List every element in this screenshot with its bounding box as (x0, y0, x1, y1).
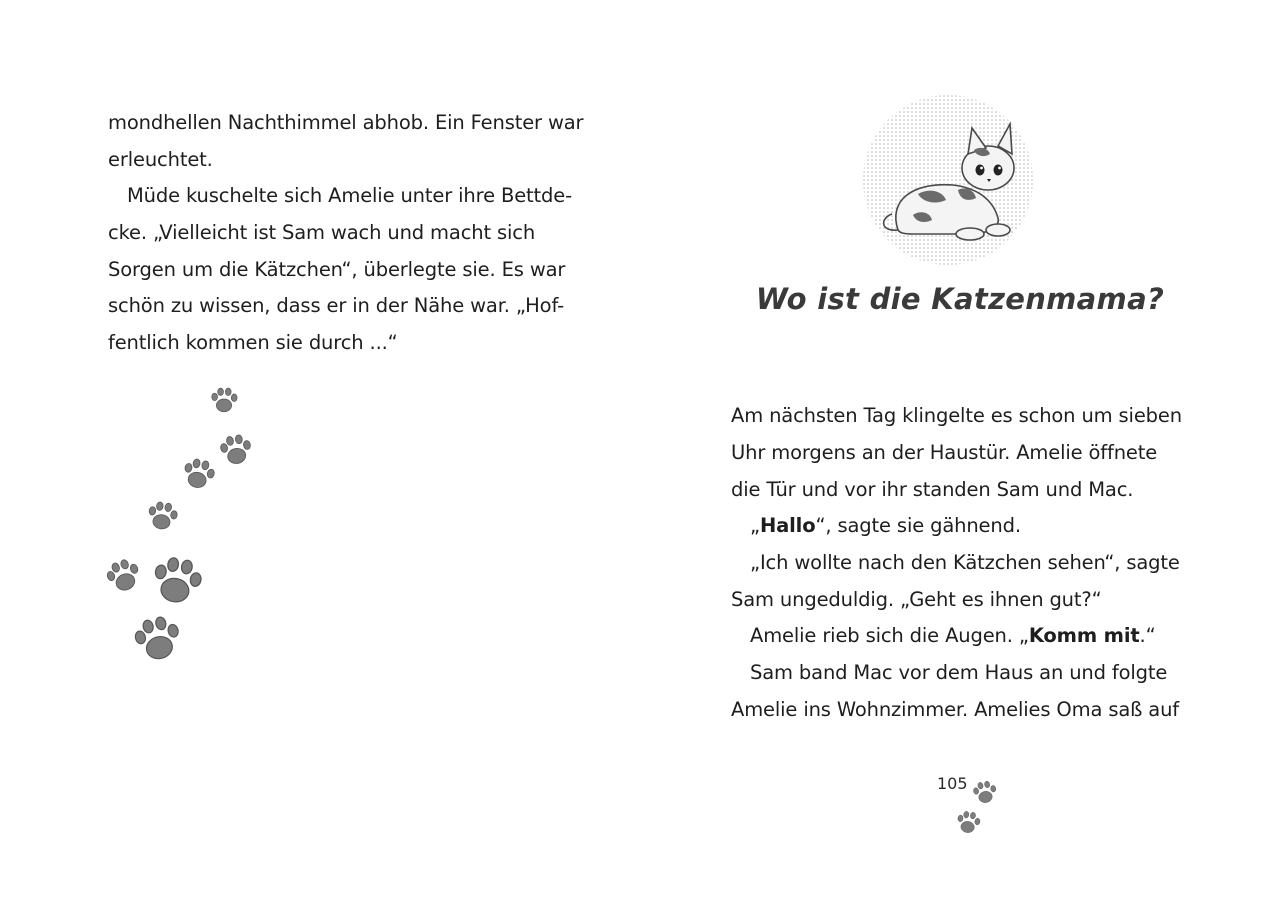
text-line: fentlich kommen sie durch ...“ (108, 331, 398, 354)
page-number: 105 (937, 774, 968, 793)
bold-word: Hallo (759, 514, 816, 537)
text-line: „Ich wollte nach den Kätzchen sehen“, sagte (750, 551, 1180, 574)
text-line: schön zu wissen, dass er in der Nähe war. „Hof- (108, 294, 564, 317)
text-line: Amelie ins Wohnzimmer. Amelies Oma saß auf (731, 698, 1180, 721)
text-line: cke. „Vielleicht ist Sam wach und macht sich (108, 221, 536, 244)
text-line: die Tür und vor ihr standen Sam und Mac. (731, 478, 1134, 501)
text-line: Uhr morgens an der Haustür. Amelie öffnete (731, 441, 1158, 464)
text-line: erleuchtet. (108, 148, 213, 171)
bold-word: Komm mit (1028, 624, 1140, 647)
text-line: „Hallo“, sagte sie gähnend. (750, 514, 1021, 537)
text-line: Müde kuschelte sich Amelie unter ihre Bettde- (127, 184, 572, 207)
text-line: Sam band Mac vor dem Haus an und folgte (750, 661, 1168, 684)
text-line: Am nächsten Tag klingelte es schon um sieben (731, 404, 1182, 427)
text-line: Sam ungeduldig. „Geht es ihnen gut?“ (731, 588, 1102, 611)
paw-prints-icon (100, 378, 280, 678)
kitten-illustration-icon (858, 90, 1038, 270)
text-line: Sorgen um die Kätzchen“, überlegte sie. Es war (108, 258, 566, 281)
chapter-title: Wo ist die Katzenmama? (755, 282, 1165, 316)
right-page (640, 0, 1280, 908)
small-paw-prints-icon (952, 776, 1002, 836)
text-line: Amelie rieb sich die Augen. „Komm mit.“ (750, 624, 1156, 647)
text-line: mondhellen Nachthimmel abhob. Ein Fenster war (108, 111, 584, 134)
